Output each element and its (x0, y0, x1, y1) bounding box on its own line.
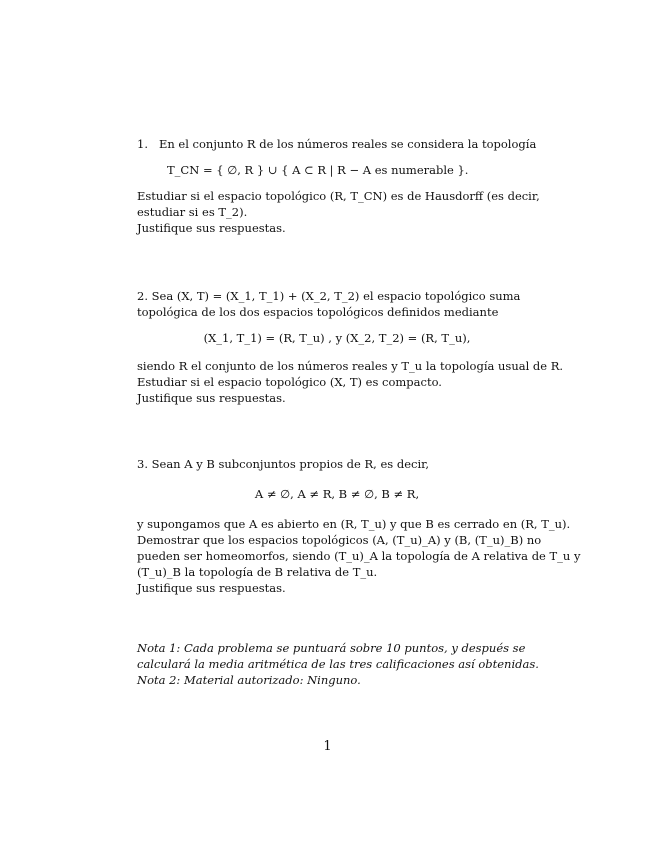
problem-text: siendo R el conjunto de los números reales y T_u la topología usual de R. (137, 359, 564, 373)
problem-number: 1. (137, 137, 148, 151)
page-number: 1 (323, 739, 332, 754)
note-line: Nota 1: Cada problema se puntuará sobre 10 puntos, y después se (137, 641, 526, 655)
formula: (X_1, T_1) = (R, T_u) , y (X_2, T_2) = (R, T_u), (203, 331, 471, 345)
problem-text: y supongamos que A es abierto en (R, T_u) y que B es cerrado en (R, T_u). (137, 517, 571, 531)
problem-number: 2. (137, 289, 148, 303)
problem-text: (T_u)_B la topología de B relativa de T_u. (137, 565, 378, 579)
problem-text: estudiar si es T_2). (137, 205, 248, 219)
problem-2 (137, 288, 564, 406)
problem-text: Sean A y B subconjuntos propios de R, es decir, (151, 457, 430, 471)
problem-text: Estudiar si el espacio topológico (X, T) es compacto. (137, 375, 442, 389)
problem-3 (137, 456, 581, 596)
problem-text: Justifique sus respuestas. (137, 391, 286, 405)
problem-text: pueden ser homeomorfos, siendo (T_u)_A la topología de A relativa de T_u y (137, 549, 581, 563)
note-line: Nota 2: Material autorizado: Ninguno. (137, 673, 361, 687)
problem-1 (137, 136, 540, 236)
problem-number: 3. (137, 457, 148, 471)
problem-text: Estudiar si el espacio topológico (R, T_CN) es de Hausdorff (es decir, (137, 189, 540, 203)
problem-text: Justifique sus respuestas. (137, 221, 286, 235)
formula: A ≠ ∅, A ≠ R, B ≠ ∅, B ≠ R, (254, 487, 420, 501)
problem-text: En el conjunto R de los números reales se considera la topología (158, 137, 537, 151)
problem-text: Justifique sus respuestas. (137, 581, 286, 595)
formula: T_CN = { ∅, R } ∪ { A ⊂ R | R − A es numerable }. (167, 163, 469, 177)
problem-text: Sea (X, T) = (X_1, T_1) + (X_2, T_2) el espacio topológico suma (151, 289, 521, 303)
problem-text: Demostrar que los espacios topológicos (A, (T_u)_A) y (B, (T_u)_B) no (137, 533, 542, 547)
problem-text: topológica de los dos espacios topológicos definidos mediante (137, 305, 499, 319)
notes (137, 640, 537, 688)
note-line: calculará la media aritmética de las tres calificaciones así obtenidas. (137, 657, 539, 671)
